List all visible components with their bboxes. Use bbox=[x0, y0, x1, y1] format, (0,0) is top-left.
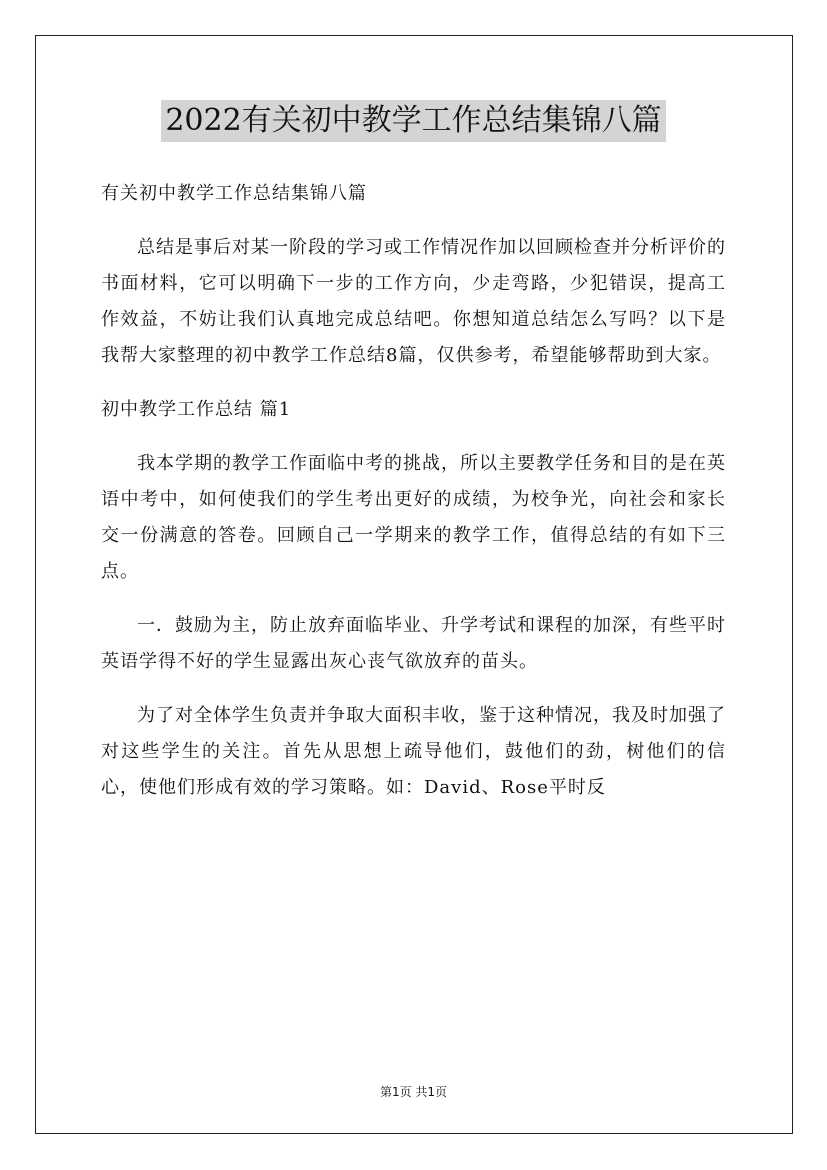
body-paragraph: 一．鼓励为主，防止放弃面临毕业、升学考试和课程的加深，有些平时英语学得不好的学生显露出灰心丧气欲放弃的苗头。 bbox=[101, 615, 726, 672]
body-paragraph: 为了对全体学生负责并争取大面积丰收，鉴于这种情况，我及时加强了对这些学生的关注。首先从思想上疏导他们，鼓他们的劲，树他们的信心，使他们形成有效的学习策略。如：David、Rose平时反 bbox=[101, 705, 726, 798]
document-body bbox=[101, 176, 726, 824]
document-title: 2022有关初中教学工作总结集锦八篇 bbox=[161, 100, 665, 142]
intro-paragraph: 总结是事后对某一阶段的学习或工作情况作加以回顾检查并分析评价的书面材料，它可以明确下一步的工作方向，少走弯路，少犯错误，提高工作效益，不妨让我们认真地完成总结吧。你想知道总结怎么写吗？以下是我帮大家整理的初中教学工作总结8篇，仅供参考，希望能够帮助到大家。 bbox=[101, 237, 726, 366]
section-heading: 初中教学工作总结 篇1 bbox=[101, 399, 292, 420]
subtitle-paragraph: 有关初中教学工作总结集锦八篇 bbox=[101, 183, 367, 204]
title-container bbox=[0, 100, 827, 142]
page-footer: 第1页 共1页 bbox=[379, 1085, 448, 1099]
body-paragraph: 我本学期的教学工作面临中考的挑战，所以主要教学任务和目的是在英语中考中，如何使我们的学生考出更好的成绩，为校争光，向社会和家长交一份满意的答卷。回顾自己一学期来的教学工作，值得总结的有如下三点。 bbox=[101, 453, 726, 582]
